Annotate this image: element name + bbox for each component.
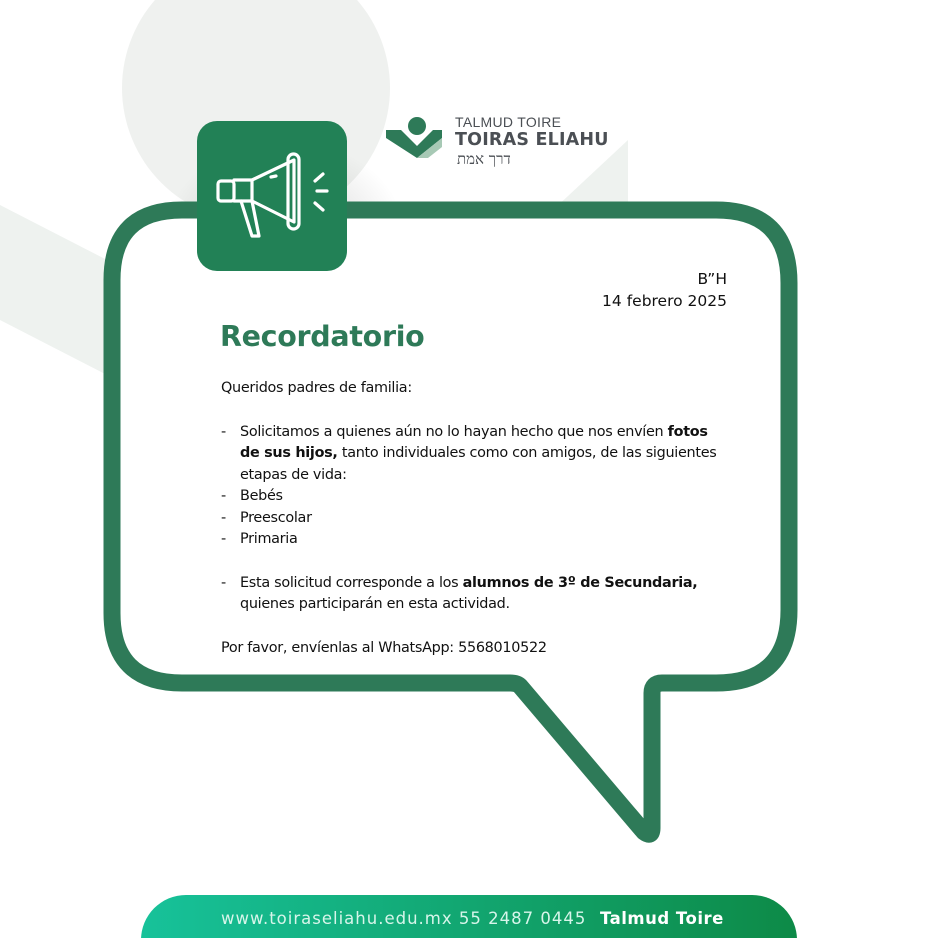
logo-mark xyxy=(386,117,442,158)
photo-request-bold: fotos de sus hijos, xyxy=(240,423,708,461)
greeting: Queridos padres de familia: xyxy=(221,380,412,396)
list-item xyxy=(221,573,731,616)
page-title: Recordatorio xyxy=(220,320,425,353)
closing-text: Por favor, envíenlas al WhatsApp: 5568010522 xyxy=(221,639,547,656)
logo-title: TOIRAS ELIAHU xyxy=(455,130,609,150)
bh-text: B”H xyxy=(697,270,727,288)
logo-hebrew: דרך אמת xyxy=(457,150,511,168)
photo-request: Solicitamos a quienes aún no lo hayan hecho que nos envíen fotos de sus hijos, tanto individuales como con amigos, de las siguientes etapas de vida: xyxy=(240,423,717,483)
stage-item: Preescolar xyxy=(240,509,312,526)
footer-website[interactable]: www.toiraseliahu.edu.mx 55 2487 0445 xyxy=(221,909,587,928)
header-block xyxy=(602,268,727,312)
logo-subtitle: TALMUD TOIRE xyxy=(455,114,562,130)
dash: - xyxy=(221,531,226,547)
message-body xyxy=(221,378,731,659)
footer-brand: Talmud Toire xyxy=(600,909,724,928)
stage-item: Bebés xyxy=(240,488,283,504)
dash: - xyxy=(221,488,226,504)
date-text: 14 febrero 2025 xyxy=(602,292,727,310)
grade-note-bold: alumnos de 3º de Secundaria, xyxy=(462,574,698,591)
grade-note: Esta solicitud corresponde a los alumnos de 3º de Secundaria, quienes participarán en esta actividad. xyxy=(240,574,698,612)
dash: - xyxy=(221,574,226,591)
list-item xyxy=(221,529,731,551)
list-item xyxy=(221,486,731,508)
list-item xyxy=(221,422,731,487)
dash: - xyxy=(221,509,226,526)
logo xyxy=(455,114,609,168)
megaphone-box xyxy=(197,121,347,271)
list-item xyxy=(221,508,731,530)
dash: - xyxy=(221,423,226,440)
stage-item: Primaria xyxy=(240,531,298,547)
